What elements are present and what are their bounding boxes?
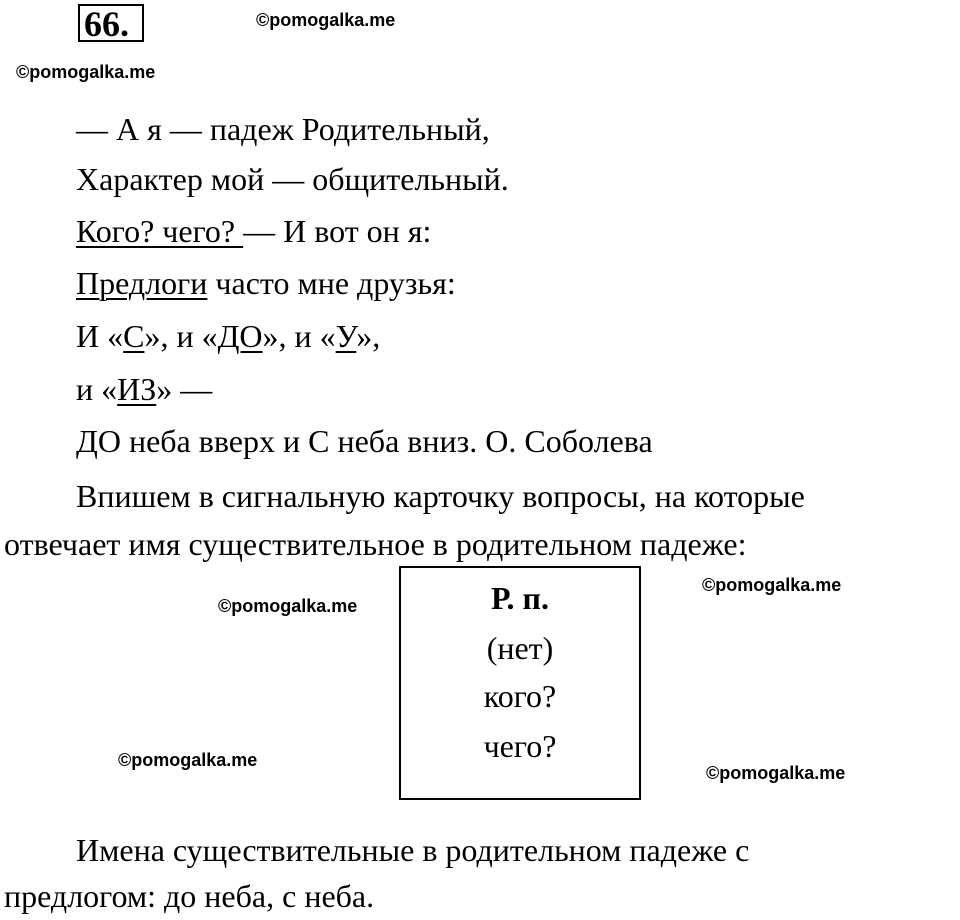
card-title: Р. п.: [491, 580, 549, 616]
watermark: ©pomogalka.me: [118, 750, 258, 770]
watermark: ©pomogalka.me: [256, 10, 396, 30]
poem-line-1: — А я — падеж Родительный,: [76, 111, 490, 147]
paragraph-2-line-1: Имена существительные в родительном падеже с: [76, 832, 750, 868]
watermark: ©pomogalka.me: [218, 596, 358, 616]
underlined-questions: Кого? чего?: [76, 213, 244, 249]
watermark: ©pomogalka.me: [706, 763, 846, 783]
poem-line-5: И «С», и «ДО», и «У»,: [76, 318, 381, 354]
poem-line-4: Предлоги часто мне друзья:: [76, 265, 456, 301]
poem-line-7: ДО неба вверх и С неба вниз. О. Соболева: [76, 423, 653, 459]
card-question-2: кого?: [483, 678, 557, 714]
poem-line-3: Кого? чего? — И вот он я:: [76, 213, 432, 249]
card-question-1: (нет): [486, 630, 554, 666]
signal-card: [399, 566, 641, 800]
underlined-prepositions: Предлоги: [76, 265, 208, 301]
poem-line-6: и «ИЗ» —: [76, 371, 213, 407]
card-question-3: чего?: [483, 728, 557, 764]
watermark: ©pomogalka.me: [702, 575, 842, 595]
task-number: 66.: [84, 4, 129, 44]
paragraph-1-line-1: Впишем в сигнальную карточку вопросы, на которые: [76, 478, 805, 514]
paragraph-1-line-2: отвечает имя существительное в родительном падеже:: [4, 526, 747, 562]
watermark: ©pomogalka.me: [16, 62, 156, 82]
paragraph-2-line-2: предлогом: до неба, с неба.: [4, 878, 375, 914]
poem-line-2: Характер мой — общительный.: [76, 161, 509, 197]
